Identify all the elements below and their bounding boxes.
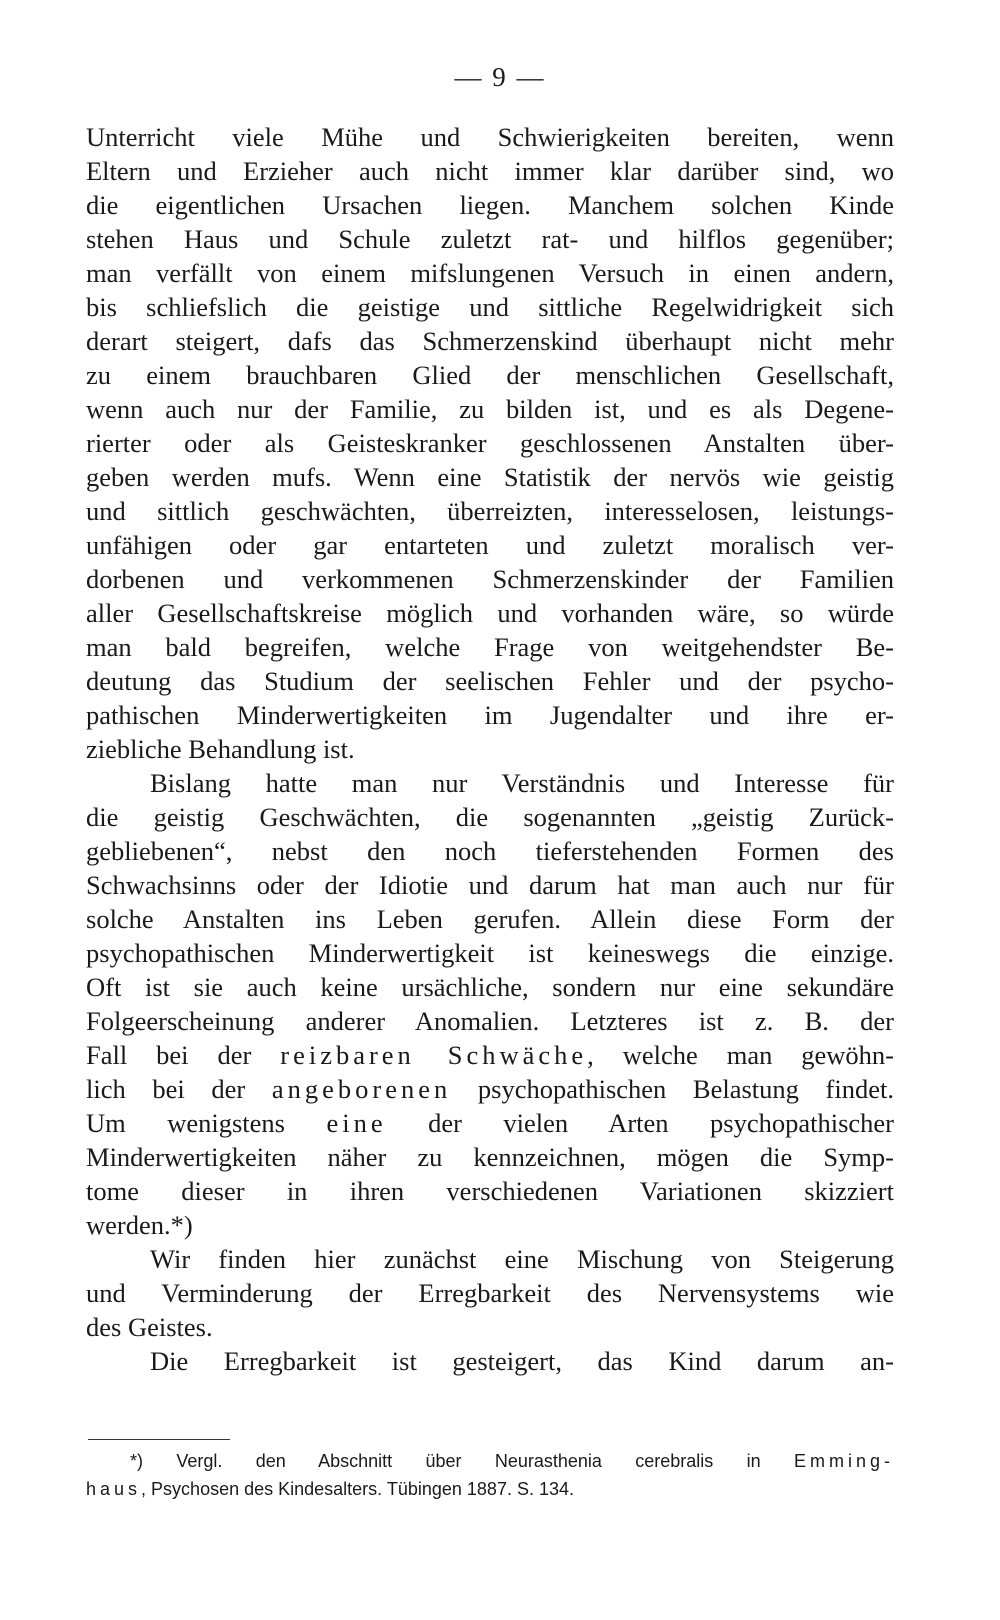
text-segment: der vielen Arten psychopathischer	[386, 1108, 894, 1138]
text-segment: Um wenigstens	[86, 1108, 327, 1138]
text-line: und Verminderung der Erregbarkeit des Nervensystems wie	[86, 1278, 894, 1308]
text-line: dorbenen und verkommenen Schmerzenskinder der Familien	[86, 564, 894, 594]
text-line: unfähigen oder gar entarteten und zuletzt moralisch ver-	[86, 530, 894, 560]
text-line: Unterricht viele Mühe und Schwierigkeiten bereiten, wenn	[86, 122, 894, 152]
text-line: derart steigert, dafs das Schmerzenskind überhaupt nicht mehr	[86, 326, 894, 356]
text-segment: lich bei der	[86, 1074, 272, 1104]
text-line: Minderwertigkeiten näher zu kennzeichnen, mögen die Symp-	[86, 1142, 894, 1172]
spaced-emphasis: eine	[326, 1108, 387, 1138]
text-line: tome dieser in ihren verschiedenen Variationen skizziert	[86, 1176, 894, 1206]
spaced-emphasis: angeborenen	[271, 1074, 452, 1104]
text-line: rierter oder als Geisteskranker geschlossenen Anstalten über-	[86, 428, 894, 458]
text-line: man bald begreifen, welche Frage von weitgehendster Be-	[86, 632, 894, 662]
text-line: gebliebenen“, nebst den noch tieferstehenden Formen des	[86, 836, 894, 866]
text-line: Eltern und Erzieher auch nicht immer klar darüber sind, wo	[86, 156, 894, 186]
text-line: des Geistes.	[86, 1312, 213, 1342]
text-line	[86, 1074, 894, 1104]
text-line: bis schliefslich die geistige und sittliche Regelwidrigkeit sich	[86, 292, 894, 322]
text-line: die geistig Geschwächten, die sogenannten „geistig Zurück-	[86, 802, 894, 832]
text-line: und sittlich geschwächten, überreizten, interesselosen, leistungs-	[86, 496, 894, 526]
text-line: die eigentlichen Ursachen liegen. Manchem solchen Kinde	[86, 190, 894, 220]
text-line: ziebliche Behandlung ist.	[86, 734, 355, 764]
text-segment: , welche man gewöhn-	[587, 1040, 894, 1070]
text-line: zu einem brauchbaren Glied der menschlichen Gesellschaft,	[86, 360, 894, 390]
page-number: — 9 —	[454, 62, 546, 92]
text-line	[86, 1108, 894, 1138]
text-segment: *) Vergl. den Abschnitt über Neurasthenia cerebralis in	[130, 1451, 794, 1471]
text-line: werden.*)	[86, 1210, 193, 1240]
text-line: stehen Haus und Schule zuletzt rat- und hilflos gegenüber;	[86, 224, 894, 254]
text-line: Die Erregbarkeit ist gesteigert, das Kind darum an-	[150, 1346, 894, 1376]
spaced-emphasis: haus	[86, 1479, 142, 1499]
text-line	[86, 1040, 894, 1070]
text-line: man verfällt von einem mifslungenen Versuch in einen andern,	[86, 258, 894, 288]
text-line: Folgeerscheinung anderer Anomalien. Letzteres ist z. B. der	[86, 1006, 894, 1036]
text-segment: , Psychosen des Kindesalters. Tübingen 1887. S. 134.	[141, 1479, 574, 1499]
text-line: wenn auch nur der Familie, zu bilden ist, und es als Degene-	[86, 394, 894, 424]
text-line: Schwachsinns oder der Idiotie und darum hat man auch nur für	[86, 870, 894, 900]
text-line: pathischen Minderwertigkeiten im Jugendalter und ihre er-	[86, 700, 894, 730]
text-line: solche Anstalten ins Leben gerufen. Allein diese Form der	[86, 904, 894, 934]
spaced-emphasis: reizbaren Schwäche	[280, 1040, 588, 1070]
text-line: deutung das Studium der seelischen Fehler und der psycho-	[86, 666, 894, 696]
text-line: aller Gesellschaftskreise möglich und vorhanden wäre, so würde	[86, 598, 894, 628]
text-line: Oft ist sie auch keine ursächliche, sondern nur eine sekundäre	[86, 972, 894, 1002]
footnote-rule	[88, 1439, 230, 1440]
footnote-line	[130, 1450, 894, 1472]
text-line: geben werden mufs. Wenn eine Statistik der nervös wie geistig	[86, 462, 894, 492]
spaced-emphasis: Emming-	[793, 1451, 894, 1471]
text-segment: Fall bei der	[86, 1040, 281, 1070]
text-line: Bislang hatte man nur Verständnis und Interesse für	[150, 768, 894, 798]
text-line: Wir finden hier zunächst eine Mischung von Steigerung	[150, 1244, 894, 1274]
footnote-line	[86, 1478, 894, 1500]
text-segment: psychopathischen Belastung findet.	[451, 1074, 894, 1104]
text-line: psychopathischen Minderwertigkeit ist keineswegs die einzige.	[86, 938, 894, 968]
